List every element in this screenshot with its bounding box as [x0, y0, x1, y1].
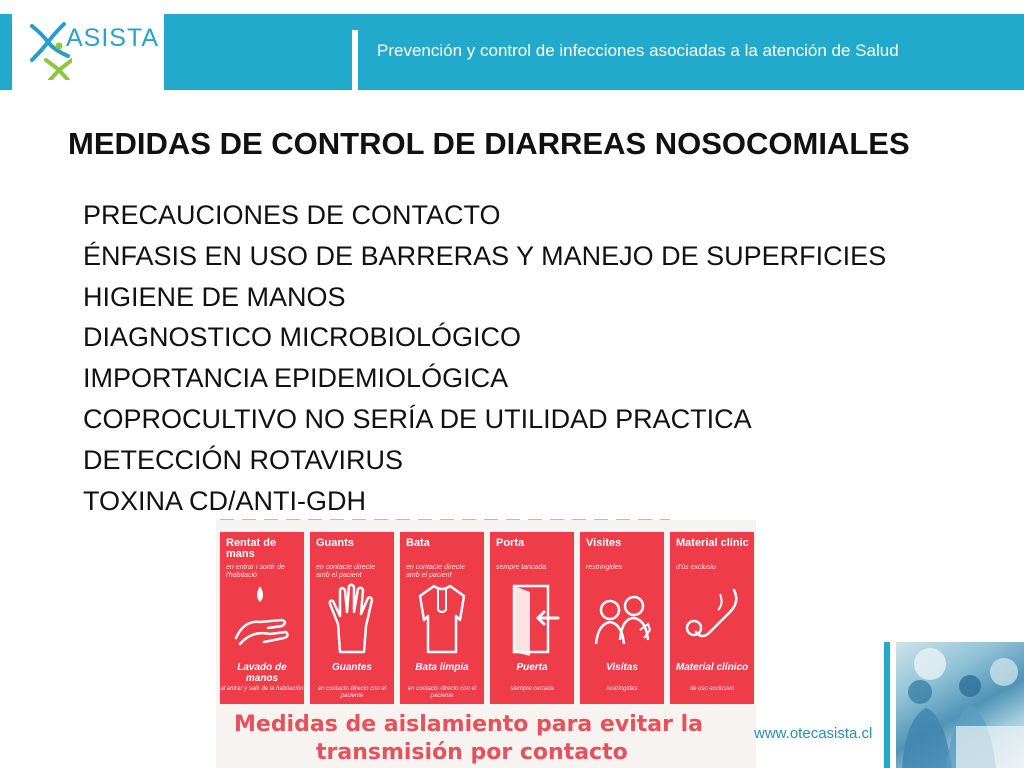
- list-item: DETECCIÓN ROTAVIRUS: [83, 444, 404, 475]
- poster-panel-clinical-material: [670, 532, 754, 704]
- poster-panel-visitors: [580, 532, 664, 704]
- list-item: COPROCULTIVO NO SERÍA DE UTILIDAD PRACTICA: [83, 403, 752, 434]
- panel-heading: Bata: [406, 537, 430, 549]
- door-icon: [500, 580, 564, 656]
- gown-icon: [410, 580, 474, 656]
- panel-heading: Material clínic: [676, 537, 749, 549]
- panel-bottom-sub: restringidas: [606, 686, 638, 692]
- poster-caption-line2: transmisión por contacto: [316, 740, 628, 765]
- list-item: TOXINA CD/ANTI-GDH: [83, 485, 367, 516]
- visitors-icon: [590, 580, 654, 656]
- header-accent-bar: [0, 14, 12, 90]
- poster-panel-hand-wash: [220, 532, 304, 704]
- panel-bottom-sub: en contacto directo con el paciente: [317, 686, 387, 699]
- surgeons-illustration-icon: [896, 642, 1024, 768]
- poster-panel-gown: [400, 532, 484, 704]
- panel-bottom-sub: al entrar y salir de la habitación: [220, 686, 304, 692]
- panel-bottom: Visitas: [606, 662, 638, 673]
- logo: [14, 0, 164, 90]
- panel-bottom-sub: de uso exclusivo: [689, 686, 735, 692]
- panel-heading: Guants: [316, 537, 354, 549]
- header: [0, 0, 1024, 90]
- panel-sub: d'ús exclusiu: [676, 564, 716, 571]
- panel-heading: Porta: [496, 537, 525, 549]
- header-divider: [352, 30, 358, 90]
- isolation-poster: [216, 520, 756, 768]
- panel-bottom-sub: en contacto directo con el paciente: [407, 686, 477, 699]
- panel-bottom: Material clínico: [675, 662, 749, 673]
- panel-bottom: Guantes: [331, 662, 372, 673]
- poster-panel-gloves: [310, 532, 394, 704]
- panel-heading: Visites: [586, 537, 622, 549]
- measures-list: [83, 195, 886, 521]
- panel-sub: en contacte directe amb el pacient: [316, 564, 376, 579]
- list-item: HIGIENE DE MANOS: [83, 281, 346, 312]
- list-item: DIAGNOSTICO MICROBIOLÓGICO: [83, 322, 522, 353]
- hand-wash-icon: [230, 580, 294, 656]
- panel-heading: Rentat de mans: [226, 537, 277, 560]
- website-link[interactable]: www.otecasista.cl: [754, 725, 873, 742]
- panel-bottom-sub: siempre cerrada: [510, 686, 554, 692]
- photo-accent-bar: [884, 642, 890, 768]
- panel-bottom: Lavado de manos: [237, 662, 287, 684]
- logo-text: ASISTA: [66, 24, 160, 52]
- panel-sub: sempre tancada: [496, 564, 547, 571]
- panel-bottom: Bata limpia: [415, 662, 469, 673]
- panel-sub: restringides: [586, 564, 623, 571]
- poster-panel-door: [490, 532, 574, 704]
- stethoscope-icon: [680, 580, 744, 656]
- slide-title: MEDIDAS DE CONTROL DE DIARREAS NOSOCOMIALES: [68, 126, 910, 161]
- header-subtitle: Prevención y control de infecciones asociadas a la atención de Salud: [377, 41, 899, 60]
- panel-bottom: Puerta: [516, 662, 548, 673]
- poster-caption-line1: Medidas de aislamiento para evitar la: [234, 712, 703, 737]
- panel-sub: en entrar i sortir de l'habitació: [226, 564, 285, 579]
- panel-sub: en contacte directe amb el pacient: [406, 564, 466, 579]
- glove-icon: [320, 580, 384, 656]
- surgery-photo: [896, 642, 1024, 768]
- list-item: ÉNFASIS EN USO DE BARRERAS Y MANEJO DE SUPERFICIES: [83, 240, 887, 271]
- list-item: PRECAUCIONES DE CONTACTO: [83, 200, 501, 230]
- list-item: IMPORTANCIA EPIDEMIOLÓGICA: [83, 363, 509, 394]
